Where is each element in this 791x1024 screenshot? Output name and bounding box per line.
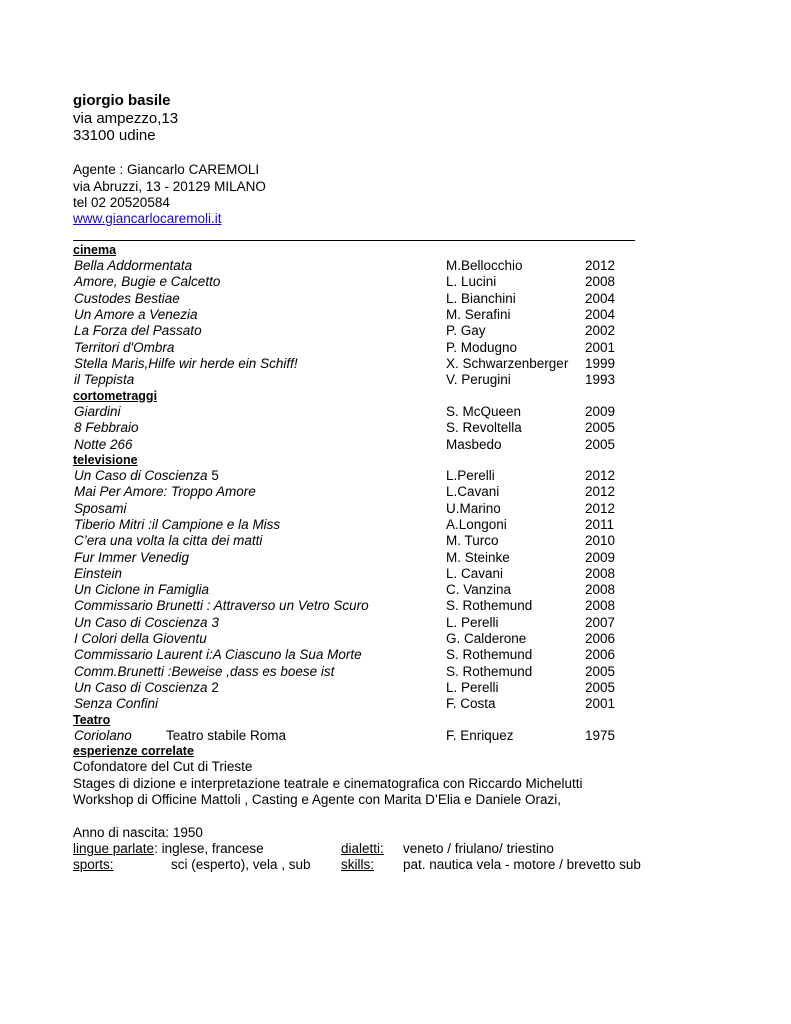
address-line-1: via ampezzo,13 — [73, 110, 179, 127]
work-director: G. Calderone — [446, 631, 527, 646]
work-year: 2008 — [585, 582, 616, 598]
teatro-venue: Teatro stabile Roma — [166, 728, 287, 743]
skills-value: pat. nautica vela - motore / brevetto sub — [403, 857, 641, 872]
work-year: 2011 — [585, 516, 615, 532]
work-title: Custodes Bestiae — [74, 290, 180, 306]
section-heading-cinema: cinema — [73, 243, 117, 257]
actor-name: giorgio basile — [73, 92, 171, 109]
work-director: F. Costa — [446, 696, 496, 712]
work-year: 2005 — [585, 679, 616, 695]
esperienza-line: Workshop di Officine Mattoli , Casting e Agente con Marita D’Elia e Daniele Orazi, — [73, 792, 561, 807]
work-director: Masbedo — [446, 436, 502, 452]
work-year: 2001 — [585, 696, 616, 712]
dialects-label: dialetti: — [341, 841, 384, 856]
work-year: 2012 — [585, 468, 616, 483]
agent-website-link[interactable]: www.giancarlocaremoli.it — [73, 211, 222, 226]
work-title: Un Caso di Coscienza 2 — [74, 679, 219, 695]
work-year: 2012 — [585, 258, 616, 273]
cinema-row — [0, 307, 791, 323]
work-year: 2004 — [585, 290, 616, 306]
work-year: 2010 — [585, 533, 616, 549]
televisione-row — [0, 615, 791, 631]
work-title: Senza Confini — [74, 696, 159, 712]
work-year: 2004 — [585, 306, 616, 322]
work-director: V. Perugini — [446, 372, 511, 388]
languages — [73, 841, 264, 857]
agent-phone: tel 02 20520584 — [73, 195, 170, 210]
work-director: L.Cavani — [446, 484, 500, 500]
section-heading-teatro: Teatro — [73, 713, 111, 727]
work-title: I Colori della Gioventu — [74, 631, 207, 646]
work-year: 2008 — [585, 565, 616, 581]
skills-label: skills: — [341, 857, 374, 872]
work-title: Fur Immer Venedig — [74, 549, 190, 565]
work-title: Territori d'Ombra — [74, 339, 175, 355]
televisione-row — [0, 566, 791, 582]
work-title: Tiberio Mitri :il Campione e la Miss — [74, 516, 281, 532]
televisione-row — [0, 484, 791, 500]
work-director: P. Gay — [446, 323, 486, 339]
work-year: 2005 — [585, 436, 616, 452]
work-director: S. Rothemund — [446, 663, 533, 679]
televisione-row — [0, 501, 791, 517]
work-year: 2009 — [585, 549, 616, 565]
work-title: Commissario Brunetti : Attraverso un Vetro Scuro — [74, 598, 369, 614]
cinema-row — [0, 291, 791, 307]
televisione-row — [0, 647, 791, 663]
cinema-row — [0, 258, 791, 274]
esperienza-line: Stages di dizione e interpretazione teatrale e cinematografica con Riccardo Michelutti — [73, 776, 583, 791]
work-director: A.Longoni — [446, 516, 507, 532]
work-title: Un Amore a Venezia — [74, 306, 198, 322]
work-director: L. Cavani — [446, 565, 504, 581]
work-year: 2012 — [585, 500, 616, 516]
work-director: L. Perelli — [446, 614, 499, 630]
esperienza-line: Cofondatore del Cut di Trieste — [73, 759, 253, 774]
televisione-row — [0, 631, 791, 647]
work-year: 2005 — [585, 663, 616, 679]
cinema-row — [0, 340, 791, 356]
work-year: 2009 — [585, 404, 616, 419]
work-director: X. Schwarzenberger — [446, 355, 569, 371]
work-director: C. Vanzina — [446, 582, 512, 598]
work-title: Mai Per Amore: Troppo Amore — [74, 484, 256, 500]
sports-label: sports: — [73, 857, 114, 872]
work-title: il Teppista — [74, 372, 135, 388]
televisione-row — [0, 517, 791, 533]
cortometraggi-row — [0, 404, 791, 420]
work-director: L. Lucini — [446, 274, 497, 290]
work-director: M. Serafini — [446, 306, 511, 322]
cortometraggi-row — [0, 437, 791, 453]
birth-year: Anno di nascita: 1950 — [73, 825, 203, 840]
work-year: 2006 — [585, 631, 616, 646]
work-director: M.Bellocchio — [446, 258, 523, 273]
televisione-row — [0, 664, 791, 680]
work-title: Commissario Laurent i:A Ciascuno la Sua Morte — [74, 647, 362, 663]
work-director: S. Rothemund — [446, 598, 533, 614]
work-title: Notte 266 — [74, 436, 133, 452]
work-title: 8 Febbraio — [74, 420, 139, 436]
televisione-row — [0, 533, 791, 549]
work-title: Un Ciclone in Famiglia — [74, 582, 210, 598]
languages-label: lingue parlate — [73, 841, 155, 856]
work-director: P. Modugno — [446, 339, 518, 355]
work-title: Giardini — [74, 404, 121, 419]
cinema-row — [0, 372, 791, 388]
work-year: 2008 — [585, 598, 616, 614]
work-title: Stella Maris,Hilfe wir herde ein Schiff! — [74, 355, 298, 371]
dialects-value: veneto / friulano/ triestino — [403, 841, 554, 856]
work-director: S. McQueen — [446, 404, 522, 419]
televisione-row — [0, 550, 791, 566]
work-title: La Forza del Passato — [74, 323, 202, 339]
languages-value: : inglese, francese — [154, 841, 264, 856]
work-year: 2012 — [585, 484, 616, 500]
work-title: Bella Addormentata — [74, 258, 193, 273]
televisione-row — [0, 598, 791, 614]
work-year: 2007 — [585, 614, 616, 630]
cinema-row — [0, 356, 791, 372]
work-title: Einstein — [74, 565, 123, 581]
televisione-row — [0, 696, 791, 712]
televisione-row — [0, 468, 791, 484]
work-title: C’era una volta la citta dei matti — [74, 533, 263, 549]
work-title: Sposami — [74, 500, 127, 516]
agent-address: via Abruzzi, 13 - 20129 MILANO — [73, 179, 266, 194]
agent-name: Agente : Giancarlo CAREMOLI — [73, 162, 260, 177]
work-year: 1993 — [585, 372, 616, 388]
teatro-row — [0, 728, 791, 744]
work-director: M. Steinke — [446, 549, 510, 565]
section-heading-esperienze: esperienze correlate — [73, 744, 194, 758]
address-line-2: 33100 udine — [73, 127, 156, 144]
cinema-row — [0, 323, 791, 339]
televisione-row — [0, 680, 791, 696]
section-heading-cortometraggi: cortometraggi — [73, 389, 158, 403]
work-year: 2002 — [585, 323, 616, 339]
work-director: L. Perelli — [446, 679, 499, 695]
section-heading-televisione: televisione — [73, 453, 138, 467]
work-year: 2005 — [585, 420, 616, 436]
work-year: 2001 — [585, 339, 616, 355]
work-title: Comm.Brunetti :Beweise ,dass es boese ist — [74, 663, 335, 679]
teatro-year: 1975 — [585, 728, 616, 743]
work-director: S. Rothemund — [446, 647, 533, 663]
work-title: Un Caso di Coscienza 3 — [74, 614, 219, 630]
work-title: Un Caso di Coscienza 5 — [74, 468, 219, 483]
work-year: 2006 — [585, 647, 616, 663]
work-year: 2008 — [585, 274, 616, 290]
televisione-row — [0, 582, 791, 598]
teatro-title: Coriolano — [74, 728, 132, 743]
work-director: L.Perelli — [446, 468, 495, 483]
sports-value: sci (esperto), vela , sub — [171, 857, 311, 872]
work-year: 1999 — [585, 355, 616, 371]
divider-line — [73, 240, 635, 241]
teatro-director: F. Enriquez — [446, 728, 514, 743]
work-director: U.Marino — [446, 500, 501, 516]
cinema-row — [0, 274, 791, 290]
work-director: M. Turco — [446, 533, 499, 549]
cortometraggi-row — [0, 420, 791, 436]
work-director: S. Revoltella — [446, 420, 522, 436]
work-title: Amore, Bugie e Calcetto — [74, 274, 221, 290]
work-director: L. Bianchini — [446, 290, 516, 306]
